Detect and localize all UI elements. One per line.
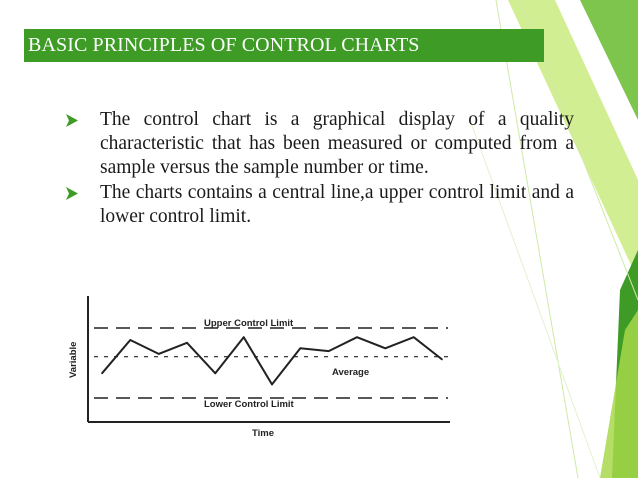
- average-label: Average: [332, 367, 370, 378]
- lower-control-limit-label: Lower Control Limit: [204, 399, 294, 410]
- bullet-text-2: The charts contains a central line,a upper control limit and a lower control limit.: [100, 182, 574, 227]
- bullet-item-1: [66, 108, 574, 180]
- slide-title: BASIC PRINCIPLES OF CONTROL CHARTS: [28, 34, 420, 56]
- control-limits: [94, 328, 448, 398]
- bullet-list: [66, 108, 574, 229]
- y-axis-label: Variable: [68, 341, 79, 378]
- data-point: [243, 336, 245, 338]
- data-point: [441, 359, 443, 361]
- upper-control-limit-label: Upper Control Limit: [204, 318, 294, 329]
- title-bar: [24, 29, 544, 62]
- bullet-text-1: The control chart is a graphical display of a quality characteristic that has been measured or computed from a sample versus the sample number or time.: [100, 109, 574, 178]
- arrow-bullet-icon: [66, 114, 78, 127]
- data-point: [356, 336, 358, 338]
- data-series: [101, 336, 443, 385]
- data-point: [413, 336, 415, 338]
- data-point: [300, 348, 302, 350]
- data-point: [101, 373, 103, 375]
- x-axis-label: Time: [252, 428, 275, 439]
- data-point: [271, 384, 273, 386]
- control-chart: [62, 294, 452, 444]
- data-point: [186, 342, 188, 344]
- data-point: [328, 350, 330, 352]
- data-point: [130, 339, 132, 341]
- data-point: [215, 373, 217, 375]
- data-point: [158, 353, 160, 355]
- data-point: [385, 348, 387, 350]
- series-line: [102, 337, 442, 384]
- arrow-bullet-icon: [66, 187, 78, 200]
- bullet-item-2: [66, 181, 574, 229]
